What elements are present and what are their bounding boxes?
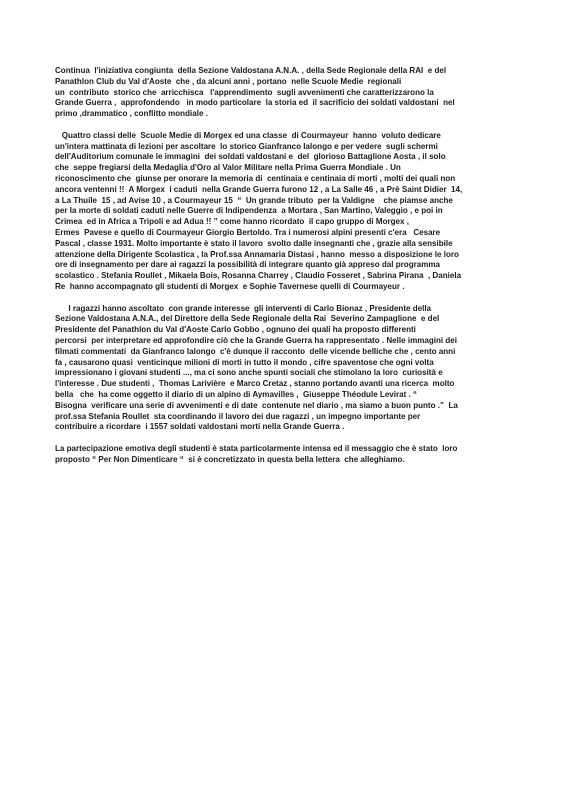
text-line: Panathlon Club du Val d'Aoste che , da alcuni anni , portano nelle Scuole Medie regionali	[55, 76, 402, 86]
text-line: a La Thuile 15 , ad Avise 10 , a Courmayeur 15 “ Un grande tributo per la Valdigne che piamse anche	[55, 195, 453, 205]
text-line: fa , causarono quasi venticinque milioni di morti in tutto il mondo , cifre spaventose che ogni volta	[55, 357, 434, 367]
text-line: percorsi per interpretare ed approfondire ciò che la Grande Guerra ha rappresentato . Nelle immagini dei	[55, 335, 458, 345]
text-line: che seppe fregiarsi della Medaglia d'Oro al Valor Militare nella Prima Guerra Mondiale . Un	[55, 163, 401, 173]
text-line: ancora ventenni !! A Morgex i caduti nella Grande Guerra furono 12 , a La Salle 46 , a Prè Saint Didier 14,	[55, 184, 463, 194]
text-line: un'intera mattinata di lezioni per ascoltare lo storico Gianfranco Ialongo e per vedere sugli schermi	[55, 141, 438, 151]
text-line: Presidente del Panathlon du Val d'Aoste Carlo Gobbo , ognuno dei quali ha proposto differenti	[55, 325, 416, 335]
text-line: Ermes Pavese e quello di Courmayeur Giorgio Bertoldo. Tra i numerosi alpini presenti c'era Cesare	[55, 227, 441, 237]
text-line: bella che ha come oggetto il diario di un alpino di Aymavilles , Giuseppe Théodule Levirat . “	[55, 389, 418, 399]
text-line: prof.ssa Stefania Roullet sta coordinando il lavoro dei due ragazzi , un impegno importante per	[55, 411, 421, 421]
paragraph	[55, 66, 517, 120]
text-line: l'interesse . Due studenti , Thomas Larivière e Marco Cretaz , stanno portando avanti una ricerca molto	[55, 379, 455, 389]
text-line: Continua l'iniziativa congiunta della Sezione Valdostana A.N.A. , della Sede Regionale della RAI e del	[55, 66, 447, 75]
text-line: La partecipazione emotiva degli studenti è stata particolarmente intensa ed il messaggio che è stato loro	[55, 443, 458, 453]
paragraph	[55, 131, 517, 293]
text-line: Grande Guerra , approfondendo in modo particolare la storia ed il sacrificio dei soldati valdostani nel	[55, 98, 455, 108]
text-line: Quattro classi delle Scuole Medie di Morgex ed una classe di Courmayeur hanno voluto dedicare	[55, 130, 441, 140]
text-line: Crimea ed in Africa a Tripoli e ad Adua !! ” come hanno ricordato il capo gruppo di Morgex ,	[55, 217, 409, 227]
text-line: Re hanno accompagnato gli studenti di Morgex e Sophie Tavernese quelli di Courmayeur .	[55, 281, 405, 291]
text-line: primo ,drammatico , conflitto mondiale .	[55, 109, 208, 119]
paragraph	[55, 444, 517, 466]
text-line: scolastico . Stefania Roullet , Mikaela Bois, Rosanna Charrey , Claudio Fosseret , Sabrina Pirana , Daniela	[55, 271, 462, 281]
text-line: riconoscimento che giunse per onorare la memoria di centinaia e centinaia di morti , molti dei quali non	[55, 173, 456, 183]
text-line: per la morte di soldati caduti nelle Guerre di Indipendenza a Mortara , San Martino, Valeggio , e poi in	[55, 206, 443, 216]
text-line: Bisogna verificare una serie di avvenimenti e di date contenute nel diario , ma siamo a buon punto .” La	[55, 400, 458, 410]
text-line: ore di insegnamento per dare ai ragazzi la possibilità di integrare quanto già appreso dal programma	[55, 260, 441, 270]
text-line: attenzione della Dirigente Scolastica , la Prof.ssa Annamaria Distasi , hanno messo a disposizione le loro	[55, 249, 459, 259]
text-line: impressionano i giovani studenti ..., ma ci sono anche spunti sociali che stimolano la loro curiosità e	[55, 368, 443, 378]
text-line: I ragazzi hanno ascoltato con grande interesse gli interventi di Carlo Bionaz , Presidente della	[55, 303, 432, 313]
paragraph	[55, 304, 517, 434]
text-line: un contributo storico che arricchisca l'apprendimento sugli avvenimenti che caratterizzarono la	[55, 87, 434, 97]
text-line: Pascal , classe 1931. Molto importante è stato il lavoro svolto dalle insegnanti che , grazie alla sensibile	[55, 238, 453, 248]
text-line: contribuire a ricordare i 1557 soldati valdostani morti nella Grande Guerra .	[55, 422, 345, 432]
text-line: filmati commentati da Gianfranco Ialongo c'è dunque il racconto delle vicende belliche che , cento anni	[55, 346, 456, 356]
text-line: proposto “ Per Non Dimenticare “ si è concretizzato in questa bella lettera che alleghiamo.	[55, 454, 405, 464]
document-body	[55, 66, 517, 476]
text-line: dell'Auditorium comunale le immagini dei soldati valdostani e del glorioso Battaglione Aosta , il solo	[55, 152, 446, 162]
text-line: Sezione Valdostana A.N.A., del Direttore della Sede Regionale della Rai Severino Zampaglione e del	[55, 314, 440, 324]
